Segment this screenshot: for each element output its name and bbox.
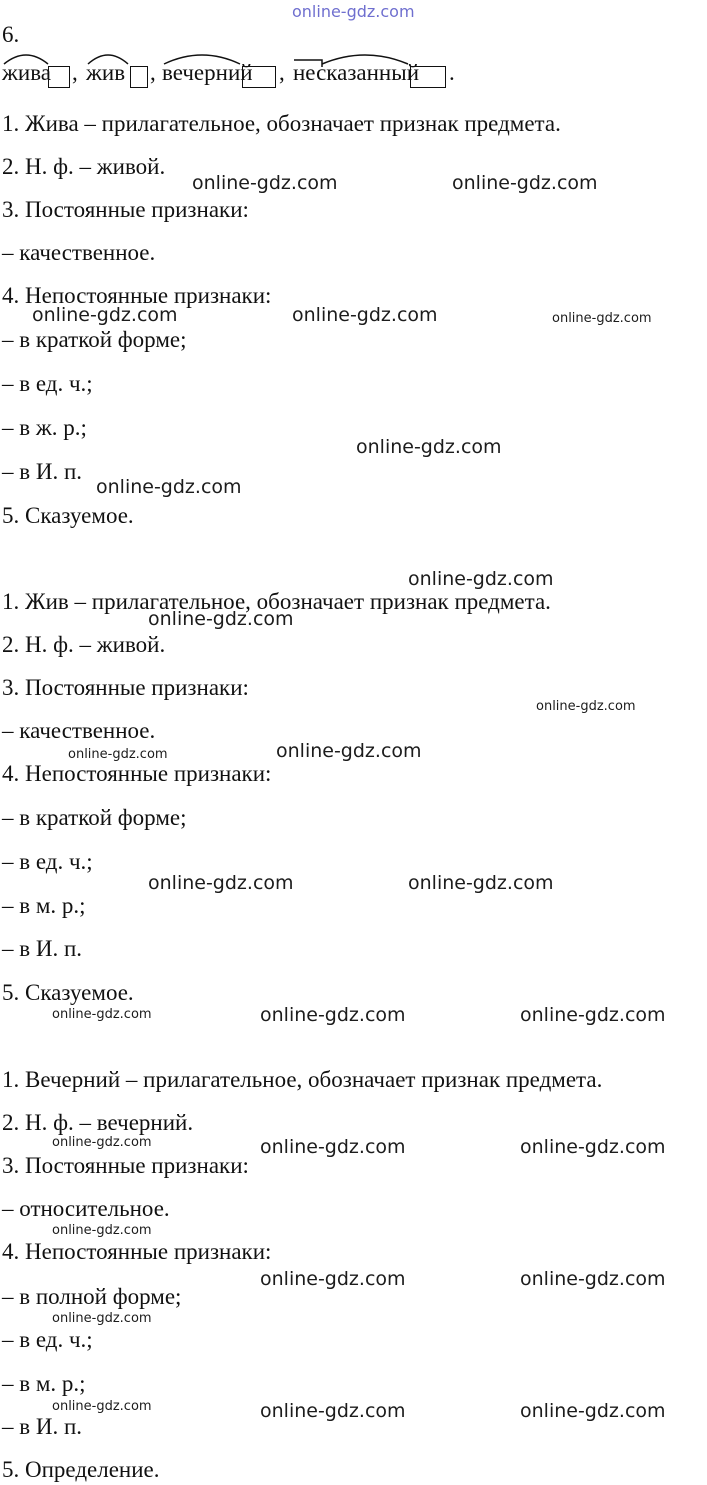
watermark: online-gdz.com — [32, 304, 178, 326]
morph-sep-1: , — [72, 60, 78, 85]
watermark: online-gdz.com — [260, 1268, 406, 1290]
b1-line-10: 5. Сказуемое. — [2, 503, 134, 528]
b3-line-5: 4. Непостоянные признаки: — [2, 1239, 272, 1264]
watermark: online-gdz.com — [260, 1136, 406, 1158]
b3-line-10: 5. Определение. — [2, 1457, 160, 1482]
b2-line-6: – в краткой форме; — [2, 805, 187, 830]
morph-word-3: вечерний — [162, 60, 253, 85]
b2-line-1: 1. Жив – прилагательное, обозначает признак предмета. — [2, 589, 551, 614]
b2-line-2: 2. Н. ф. – живой. — [2, 632, 166, 657]
prefix-mark-4 — [293, 58, 323, 68]
b3-line-3: 3. Постоянные признаки: — [2, 1153, 249, 1178]
morph-sep-3: , — [279, 60, 285, 85]
b1-line-5: 4. Непостоянные признаки: — [2, 283, 272, 308]
b1-line-3: 3. Постоянные признаки: — [2, 197, 249, 222]
b3-line-2: 2. Н. ф. – вечерний. — [2, 1110, 194, 1135]
b2-line-10: 5. Сказуемое. — [2, 980, 134, 1005]
ending-box-3 — [242, 66, 276, 88]
watermark: online-gdz.com — [552, 311, 652, 326]
b1-line-9: – в И. п. — [2, 459, 83, 484]
b3-line-8: – в м. р.; — [2, 1371, 86, 1396]
watermark: online-gdz.com — [52, 1311, 152, 1326]
b3-line-6: – в полной форме; — [2, 1284, 182, 1309]
b2-line-5: 4. Непостоянные признаки: — [2, 761, 272, 786]
b1-line-6: – в краткой форме; — [2, 327, 187, 352]
watermark: online-gdz.com — [452, 172, 598, 194]
watermark: online-gdz.com — [52, 1223, 152, 1238]
watermark: online-gdz.com — [52, 1399, 152, 1414]
b1-line-8: – в ж. р.; — [2, 415, 87, 440]
b3-line-9: – в И. п. — [2, 1414, 83, 1439]
watermark: online-gdz.com — [520, 1268, 666, 1290]
watermark: online-gdz.com — [260, 1004, 406, 1026]
watermark: online-gdz.com — [520, 1136, 666, 1158]
watermark: online-gdz.com — [96, 476, 242, 498]
morph-word-4: несказанный — [293, 60, 420, 85]
b3-line-7: – в ед. ч.; — [2, 1327, 93, 1352]
watermark: online-gdz.com — [148, 872, 294, 894]
b1-line-4: – качественное. — [2, 240, 156, 265]
b3-line-1: 1. Вечерний – прилагательное, обозначает признак предмета. — [2, 1067, 603, 1092]
root-arc-4 — [320, 50, 410, 66]
root-arc-2 — [86, 50, 130, 66]
b2-line-9: – в И. п. — [2, 936, 83, 961]
watermark: online-gdz.com — [292, 304, 438, 326]
watermark: online-gdz.com — [192, 172, 338, 194]
ending-box-4 — [410, 66, 446, 88]
b2-line-8: – в м. р.; — [2, 893, 86, 918]
watermark: online-gdz.com — [260, 1400, 406, 1422]
watermark: online-gdz.com — [520, 1004, 666, 1026]
watermark: online-gdz.com — [408, 872, 554, 894]
b1-line-7: – в ед. ч.; — [2, 371, 93, 396]
morph-sep-2: , — [150, 60, 156, 85]
b3-line-4: – относительное. — [2, 1196, 170, 1221]
b1-line-2: 2. Н. ф. – живой. — [2, 154, 166, 179]
watermark: online-gdz.com — [536, 699, 636, 714]
morph-word-1: жива — [2, 60, 51, 85]
watermark: online-gdz.com — [276, 740, 422, 762]
morph-word-2: жив — [86, 60, 126, 85]
b2-line-7: – в ед. ч.; — [2, 849, 93, 874]
b1-line-1: 1. Жива – прилагательное, обозначает признак предмета. — [2, 111, 561, 136]
watermark: online-gdz.com — [52, 1007, 152, 1022]
watermark: online-gdz.com — [52, 1135, 152, 1150]
b2-line-3: 3. Постоянные признаки: — [2, 675, 249, 700]
root-arc-1 — [2, 50, 50, 66]
ending-box-2 — [130, 66, 148, 88]
root-arc-3 — [162, 50, 242, 66]
watermark: online-gdz.com — [520, 1400, 666, 1422]
watermark: online-gdz.com — [68, 747, 168, 762]
watermark: online-gdz.com — [356, 436, 502, 458]
task-number: 6. — [2, 22, 20, 47]
b2-line-4: – качественное. — [2, 718, 156, 743]
watermark: online-gdz.com — [408, 568, 554, 590]
ending-box-1 — [48, 66, 70, 88]
watermark: online-gdz.com — [148, 608, 294, 630]
site-watermark-top: online-gdz.com — [292, 2, 415, 21]
morph-sep-4: . — [449, 60, 455, 85]
